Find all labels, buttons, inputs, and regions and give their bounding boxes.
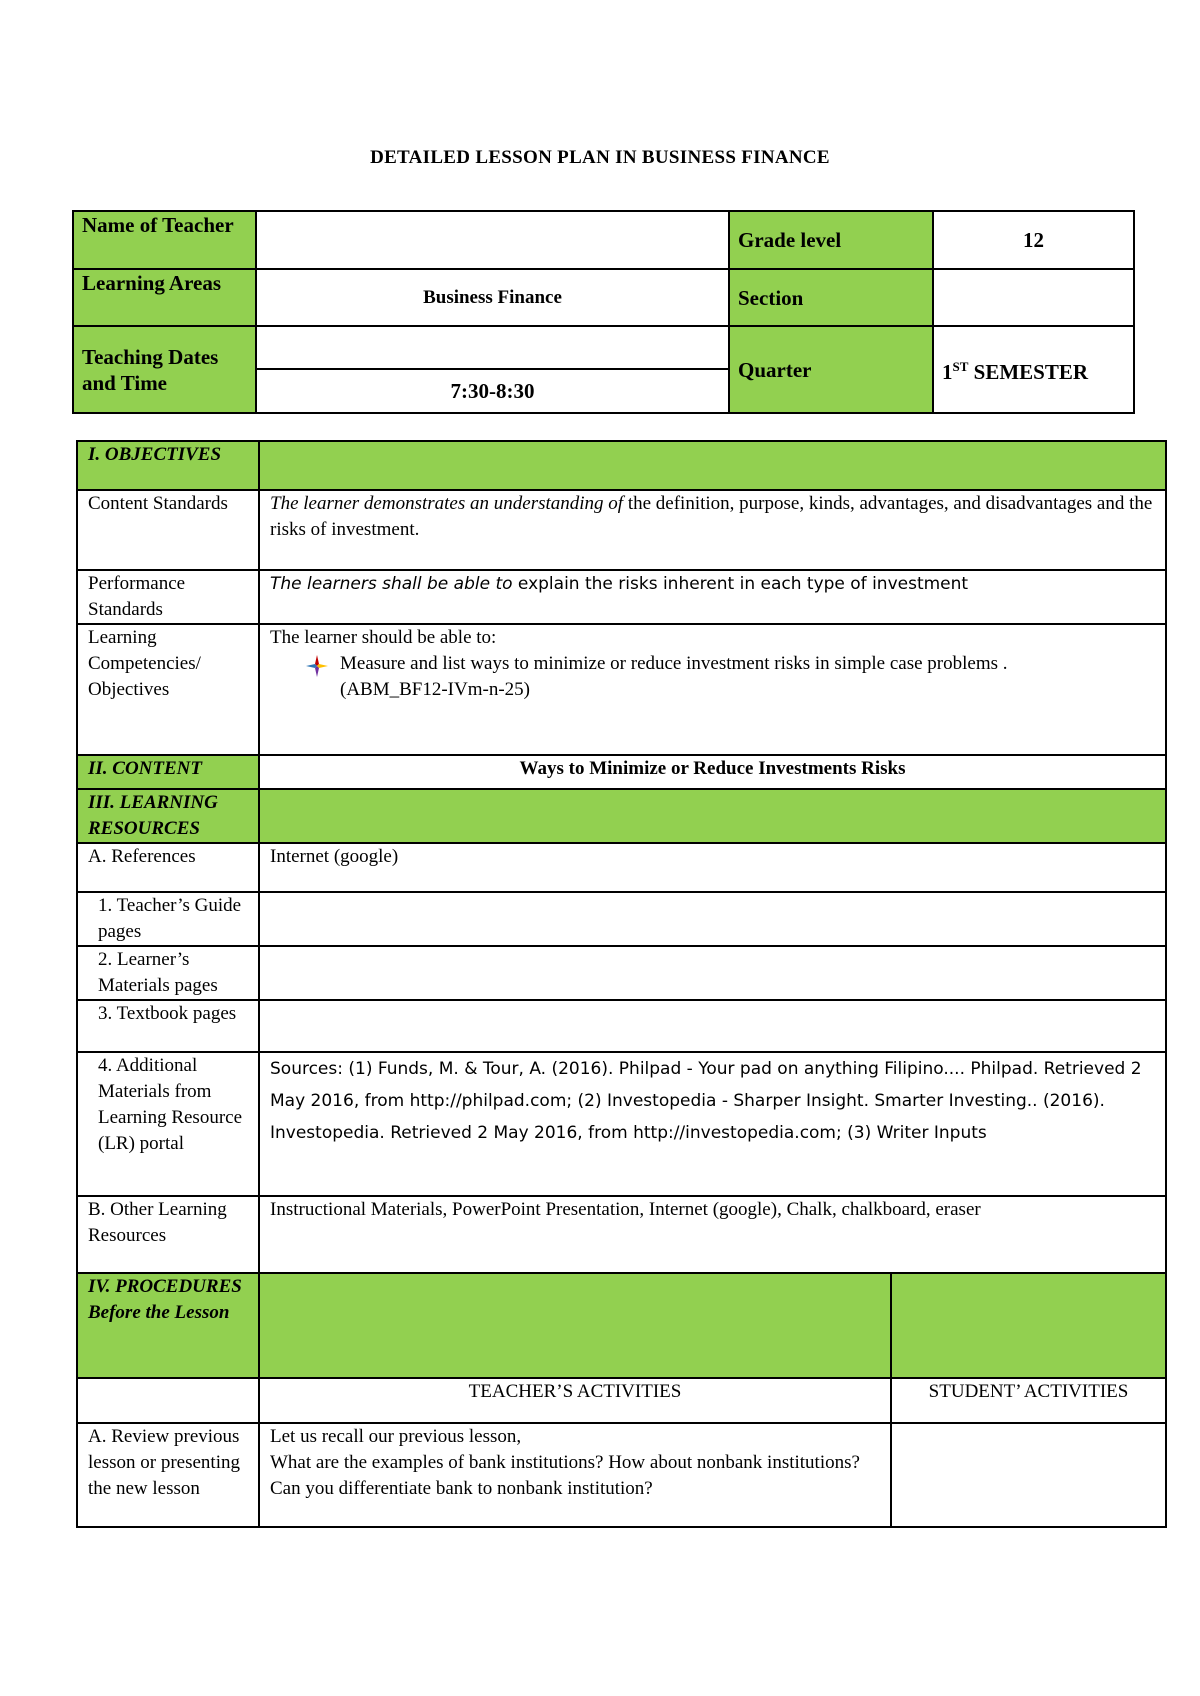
student-activities-header: STUDENT’ ACTIVITIES — [891, 1378, 1166, 1423]
references-label: A. References — [77, 843, 259, 892]
quarter-ordinal: ST — [952, 359, 969, 374]
competencies-code: (ABM_BF12-IVm-n-25) — [340, 679, 530, 700]
learning-resources-heading-fill — [259, 789, 1166, 843]
page-title: DETAILED LESSON PLAN IN BUSINESS FINANCE — [370, 147, 830, 168]
procedures-subtitle: Before the Lesson — [88, 1302, 230, 1323]
additional-materials-value: Sources: (1) Funds, M. & Tour, A. (2016). Philpad - Your pad on anything Filipino.... Philpad. Retrieved 2 May 2016, from http://philpad.com; (2) Investopedia - Sharper Insight. Smarter Investing.. (2016). Investopedia. Retrieved 2 May 2016, from http://investopedia.com; (3) Writer Inputs — [259, 1052, 1166, 1196]
quarter-number: 1 — [942, 360, 953, 384]
teaching-dates-value — [256, 326, 729, 369]
learners-materials-label: 2. Learner’s Materials pages — [77, 946, 259, 1000]
procedures-corner — [77, 1378, 259, 1423]
teacher-name-value — [256, 211, 729, 269]
quarter-value — [933, 326, 1134, 413]
textbook-label: 3. Textbook pages — [77, 1000, 259, 1052]
review-teacher-activity — [259, 1423, 891, 1527]
content-value: Ways to Minimize or Reduce Investments Risks — [259, 755, 1166, 789]
competencies-intro: The learner should be able to: — [270, 627, 497, 648]
teacher-name-label: Name of Teacher — [73, 211, 256, 269]
review-line-1: Let us recall our previous lesson, — [270, 1426, 522, 1447]
quarter-label: Quarter — [729, 326, 933, 413]
quarter-semester: SEMESTER — [968, 360, 1089, 384]
references-value: Internet (google) — [259, 843, 1166, 892]
review-line-3: Can you differentiate bank to nonbank institution? — [270, 1478, 653, 1499]
performance-standards-value — [259, 570, 1166, 624]
learning-areas-value: Business Finance — [256, 269, 729, 326]
content-standards-value — [259, 490, 1166, 570]
other-resources-label: B. Other Learning Resources — [77, 1196, 259, 1273]
performance-standards-label: Performance Standards — [77, 570, 259, 624]
section-value — [933, 269, 1134, 326]
section-label: Section — [729, 269, 933, 326]
learning-resources-heading: III. LEARNING RESOURCES — [77, 789, 259, 843]
additional-materials-label: 4. Additional Materials from Learning Resource (LR) portal — [77, 1052, 259, 1196]
procedures-heading — [77, 1273, 259, 1378]
objectives-heading-fill — [259, 441, 1166, 490]
performance-standards-text: explain the risks inherent in each type of investment — [512, 574, 969, 594]
textbook-value — [259, 1000, 1166, 1052]
procedures-title: IV. PROCEDURES — [88, 1276, 242, 1297]
time-value: 7:30-8:30 — [256, 369, 729, 413]
teachers-guide-label: 1. Teacher’s Guide pages — [77, 892, 259, 946]
grade-level-value: 12 — [933, 211, 1134, 269]
review-label: A. Review previous lesson or presenting the new lesson — [77, 1423, 259, 1527]
content-standards-lead: The learner demonstrates an understanding of — [270, 493, 624, 514]
teaching-dates-label: Teaching Dates and Time — [73, 326, 256, 413]
content-standards-label: Content Standards — [77, 490, 259, 570]
content-standards-text: the definition, purpose, kinds, advantages, and disadvantages and the risks of investment. — [270, 493, 1153, 540]
teacher-activities-header: TEACHER’S ACTIVITIES — [259, 1378, 891, 1423]
competencies-label: Learning Competencies/ Objectives — [77, 624, 259, 755]
teacher-info-table — [72, 210, 1135, 414]
competencies-value — [259, 624, 1166, 755]
grade-level-label: Grade level — [729, 211, 933, 269]
review-line-2: What are the examples of bank institutions? How about nonbank institutions? — [270, 1452, 860, 1473]
performance-standards-lead: The learners shall be able to — [270, 574, 513, 594]
learners-materials-value — [259, 946, 1166, 1000]
procedures-heading-fill — [259, 1273, 891, 1378]
content-heading: II. CONTENT — [77, 755, 259, 789]
other-resources-value: Instructional Materials, PowerPoint Presentation, Internet (google), Chalk, chalkboard, eraser — [259, 1196, 1166, 1273]
competencies-item-text: Measure and list ways to minimize or reduce investment risks in simple case problems . — [340, 653, 1008, 674]
competencies-list-item — [270, 651, 1155, 677]
learning-areas-label: Learning Areas — [73, 269, 256, 326]
teachers-guide-value — [259, 892, 1166, 946]
procedures-heading-fill-right — [891, 1273, 1166, 1378]
four-point-star-bullet-icon — [306, 651, 340, 677]
review-student-activity — [891, 1423, 1166, 1527]
lesson-plan-table — [76, 440, 1167, 1528]
objectives-heading: I. OBJECTIVES — [77, 441, 259, 490]
